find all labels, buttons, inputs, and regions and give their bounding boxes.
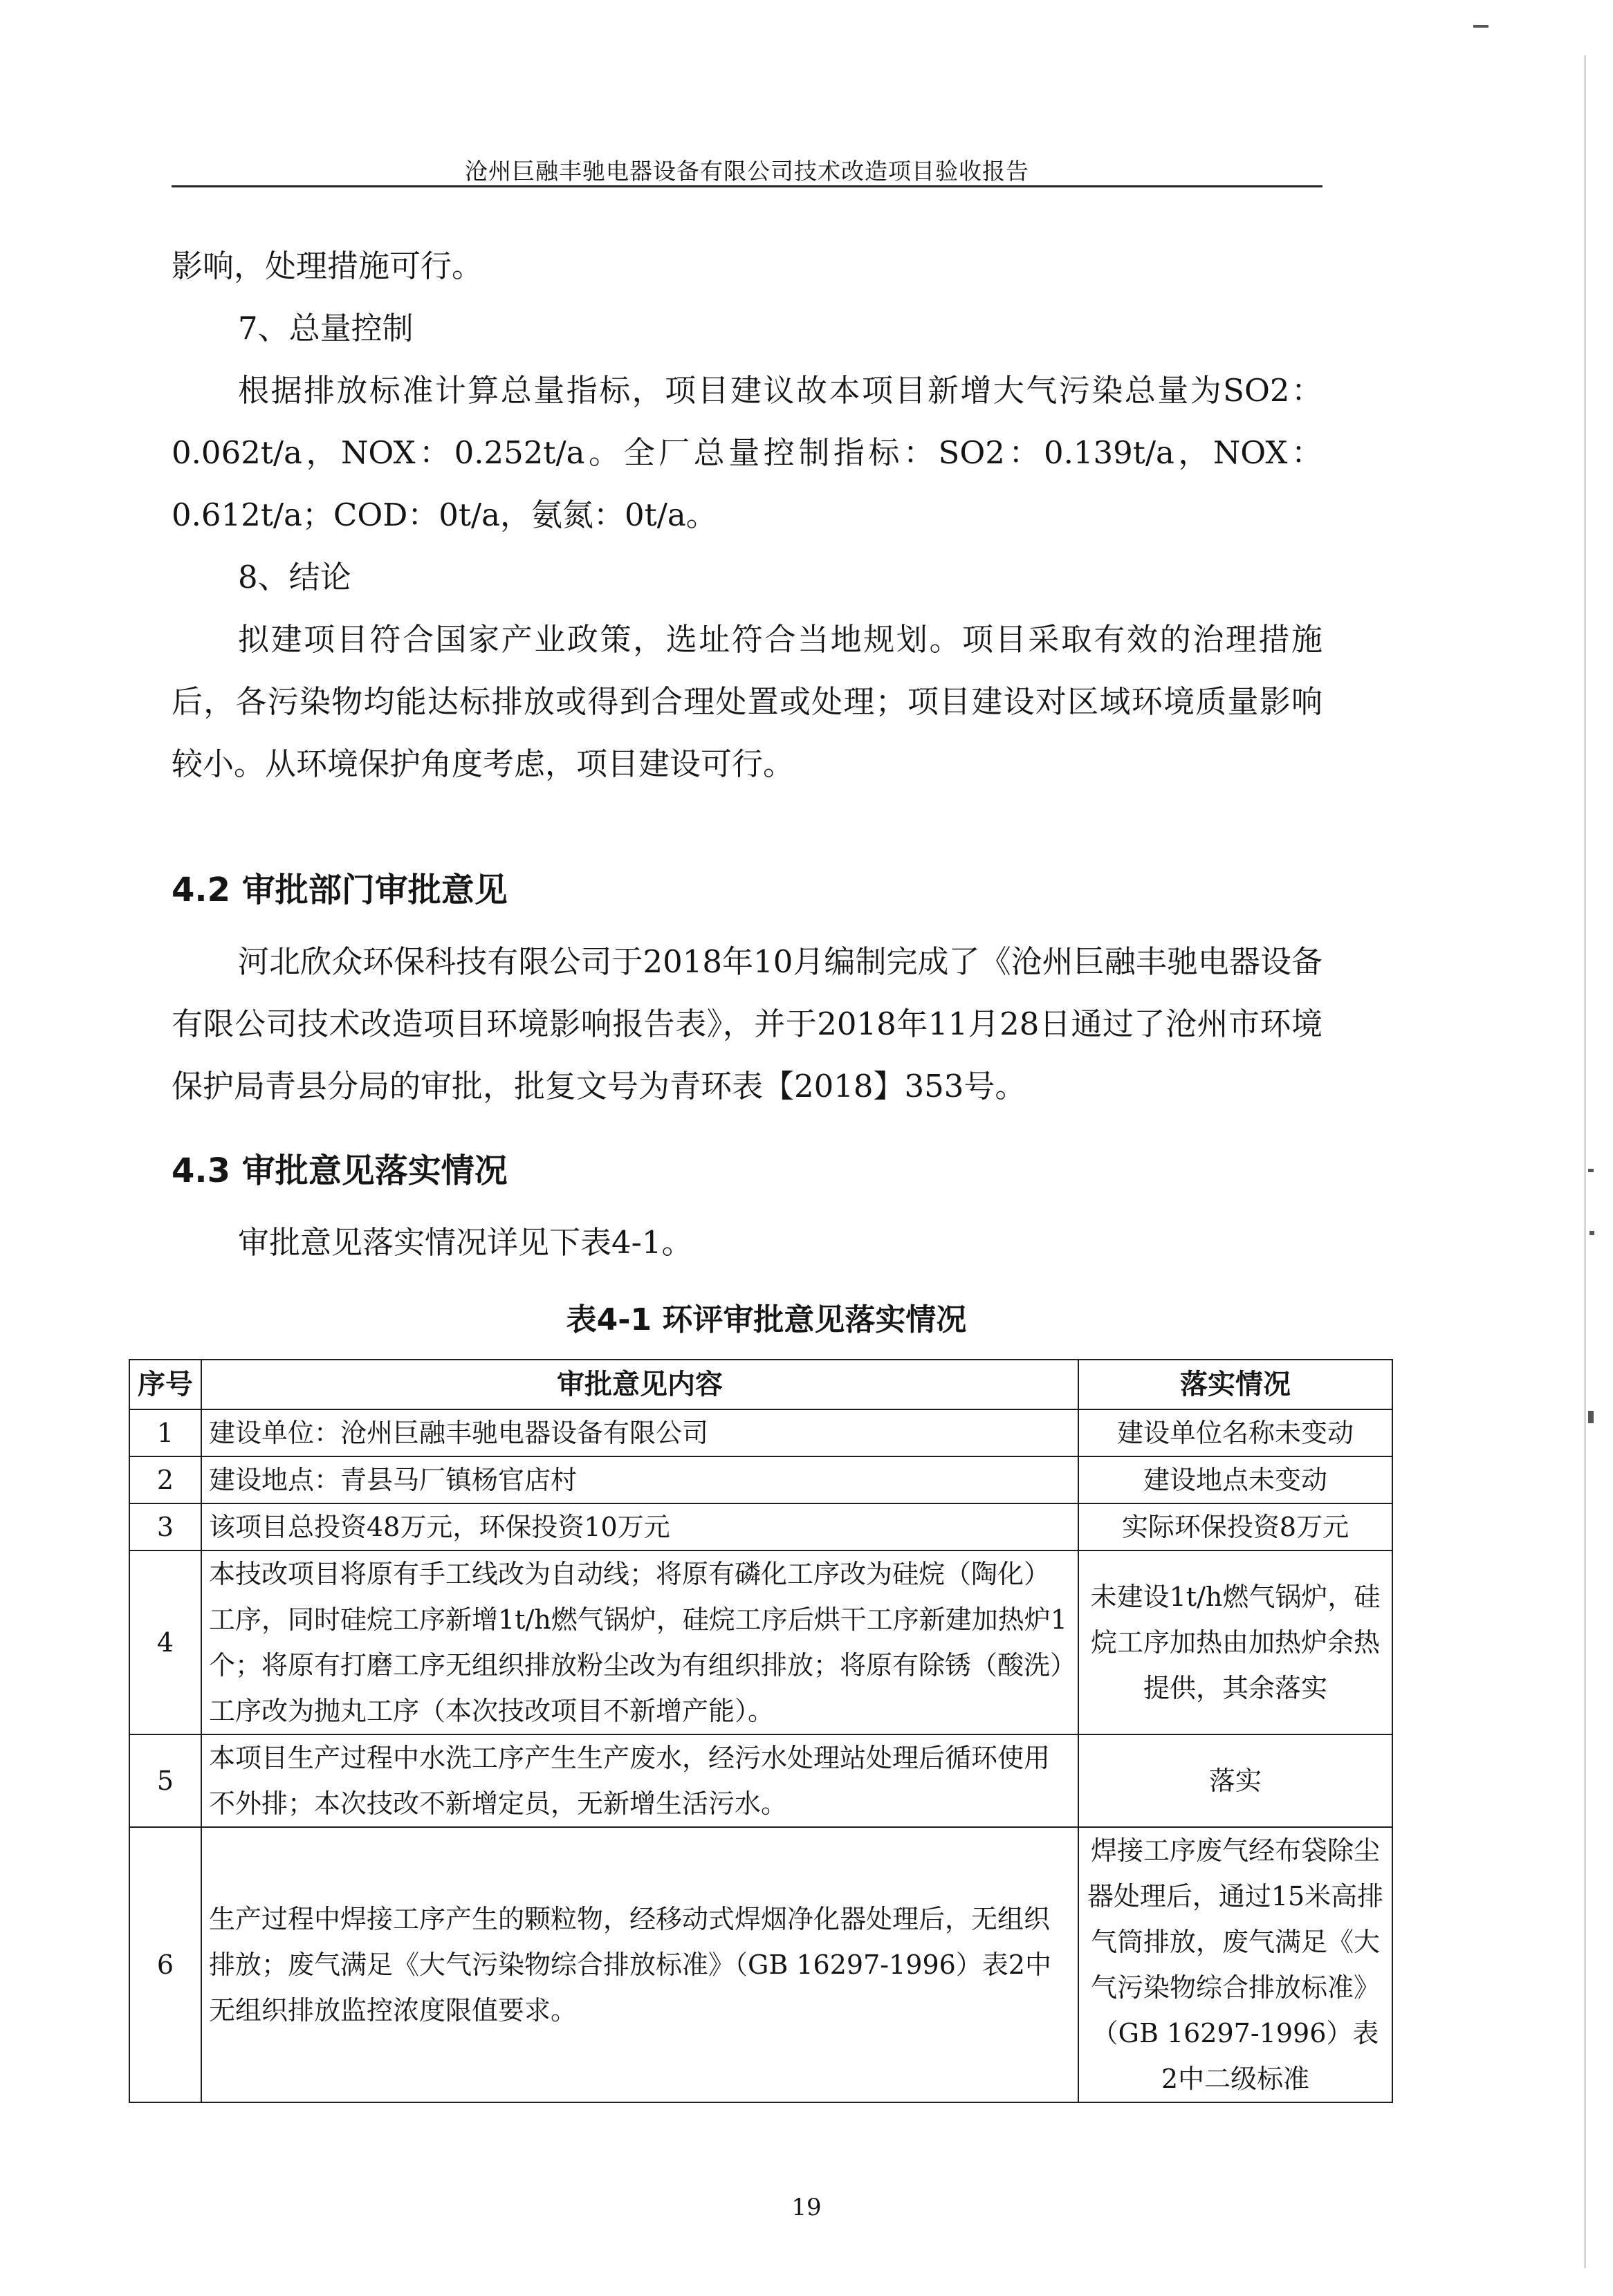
table-caption: 表4-1 环评审批意见落实情况 (566, 1302, 967, 1337)
header-rule (172, 185, 1322, 187)
row-content: 建设地点：青县马厂镇杨官店村 (201, 1456, 1078, 1503)
paragraph-total-control: 根据排放标准计算总量指标，项目建议故本项目新增大气污染总量为SO2：0.062t/a，NOX：0.252t/a。全厂总量控制指标：SO2：0.139t/a，NOX：0.612t/a；COD：0t/a，氨氮：0t/a。 (172, 372, 1322, 533)
paragraph-conclusion: 拟建项目符合国家产业政策，选址符合当地规划。项目采取有效的治理措施后，各污染物均能达标排放或得到合理处置或处理；项目建设对区域环境质量影响较小。从环境保护角度考虑，项目建设可行。 (172, 621, 1322, 782)
table-row (129, 1409, 1392, 1456)
approval-implementation-table (129, 1359, 1393, 2103)
row-no: 5 (129, 1734, 201, 1827)
header-implementation: 落实情况 (1078, 1360, 1392, 1409)
subsection-conclusion-title: 8、结论 (238, 559, 351, 595)
table-row (129, 1734, 1392, 1827)
row-content: 建设单位：沧州巨融丰驰电器设备有限公司 (201, 1409, 1078, 1456)
page-number: 19 (791, 2194, 822, 2221)
row-implementation: 未建设1t/h燃气锅炉，硅烷工序加热由加热炉余热提供，其余落实 (1078, 1550, 1392, 1734)
row-implementation: 建设地点未变动 (1078, 1456, 1392, 1503)
row-no: 4 (129, 1550, 201, 1734)
header-no: 序号 (129, 1360, 201, 1409)
row-implementation: 建设单位名称未变动 (1078, 1409, 1392, 1456)
table-row (129, 1456, 1392, 1503)
row-no: 1 (129, 1409, 201, 1456)
scan-speck (1588, 1411, 1594, 1423)
running-header-title: 沧州巨融丰驰电器设备有限公司技术改造项目验收报告 (465, 158, 1029, 185)
scan-speck (1473, 25, 1488, 28)
scan-edge-line (1584, 55, 1586, 2268)
table-header-row (129, 1360, 1392, 1409)
row-content: 本项目生产过程中水洗工序产生生产废水，经污水处理站处理后循环使用不外排；本次技改不新增定员，无新增生活污水。 (201, 1734, 1078, 1827)
row-content: 生产过程中焊接工序产生的颗粒物，经移动式焊烟净化器处理后，无组织排放；废气满足《大气污染物综合排放标准》（GB 16297-1996）表2中无组织排放监控浓度限值要求。 (201, 1827, 1078, 2102)
row-no: 6 (129, 1827, 201, 2102)
table-row (129, 1550, 1392, 1734)
table-row (129, 1827, 1392, 2102)
row-implementation: 实际环保投资8万元 (1078, 1503, 1392, 1550)
section-4-2-heading: 4.2 审批部门审批意见 (172, 871, 508, 909)
row-no: 3 (129, 1503, 201, 1550)
row-implementation: 落实 (1078, 1734, 1392, 1827)
row-content: 本技改项目将原有手工线改为自动线；将原有磷化工序改为硅烷（陶化）工序，同时硅烷工序新增1t/h燃气锅炉，硅烷工序后烘干工序新建加热炉1个；将原有打磨工序无组织排放粉尘改为有组织排放；将原有除锈（酸洗）工序改为抛丸工序（本次技改项目不新增产能）。 (201, 1550, 1078, 1734)
table-row (129, 1503, 1392, 1550)
subsection-total-control-title: 7、总量控制 (238, 310, 414, 346)
scan-speck (1589, 1231, 1594, 1235)
row-no: 2 (129, 1456, 201, 1503)
paragraph-continuation: 影响，处理措施可行。 (172, 248, 483, 284)
header-content: 审批意见内容 (201, 1360, 1078, 1409)
scan-speck (1588, 1169, 1594, 1172)
row-content: 该项目总投资48万元，环保投资10万元 (201, 1503, 1078, 1550)
section-4-3-body: 审批意见落实情况详见下表4-1。 (238, 1224, 693, 1261)
row-implementation: 焊接工序废气经布袋除尘器处理后，通过15米高排气筒排放，废气满足《大气污染物综合排放标准》（GB 16297-1996）表2中二级标准 (1078, 1827, 1392, 2102)
section-4-3-heading: 4.3 审批意见落实情况 (172, 1151, 508, 1190)
section-4-2-body: 河北欣众环保科技有限公司于2018年10月编制完成了《沧州巨融丰驰电器设备有限公司技术改造项目环境影响报告表》，并于2018年11月28日通过了沧州市环境保护局青县分局的审批，批复文号为青环表【2018】353号。 (172, 943, 1322, 1104)
